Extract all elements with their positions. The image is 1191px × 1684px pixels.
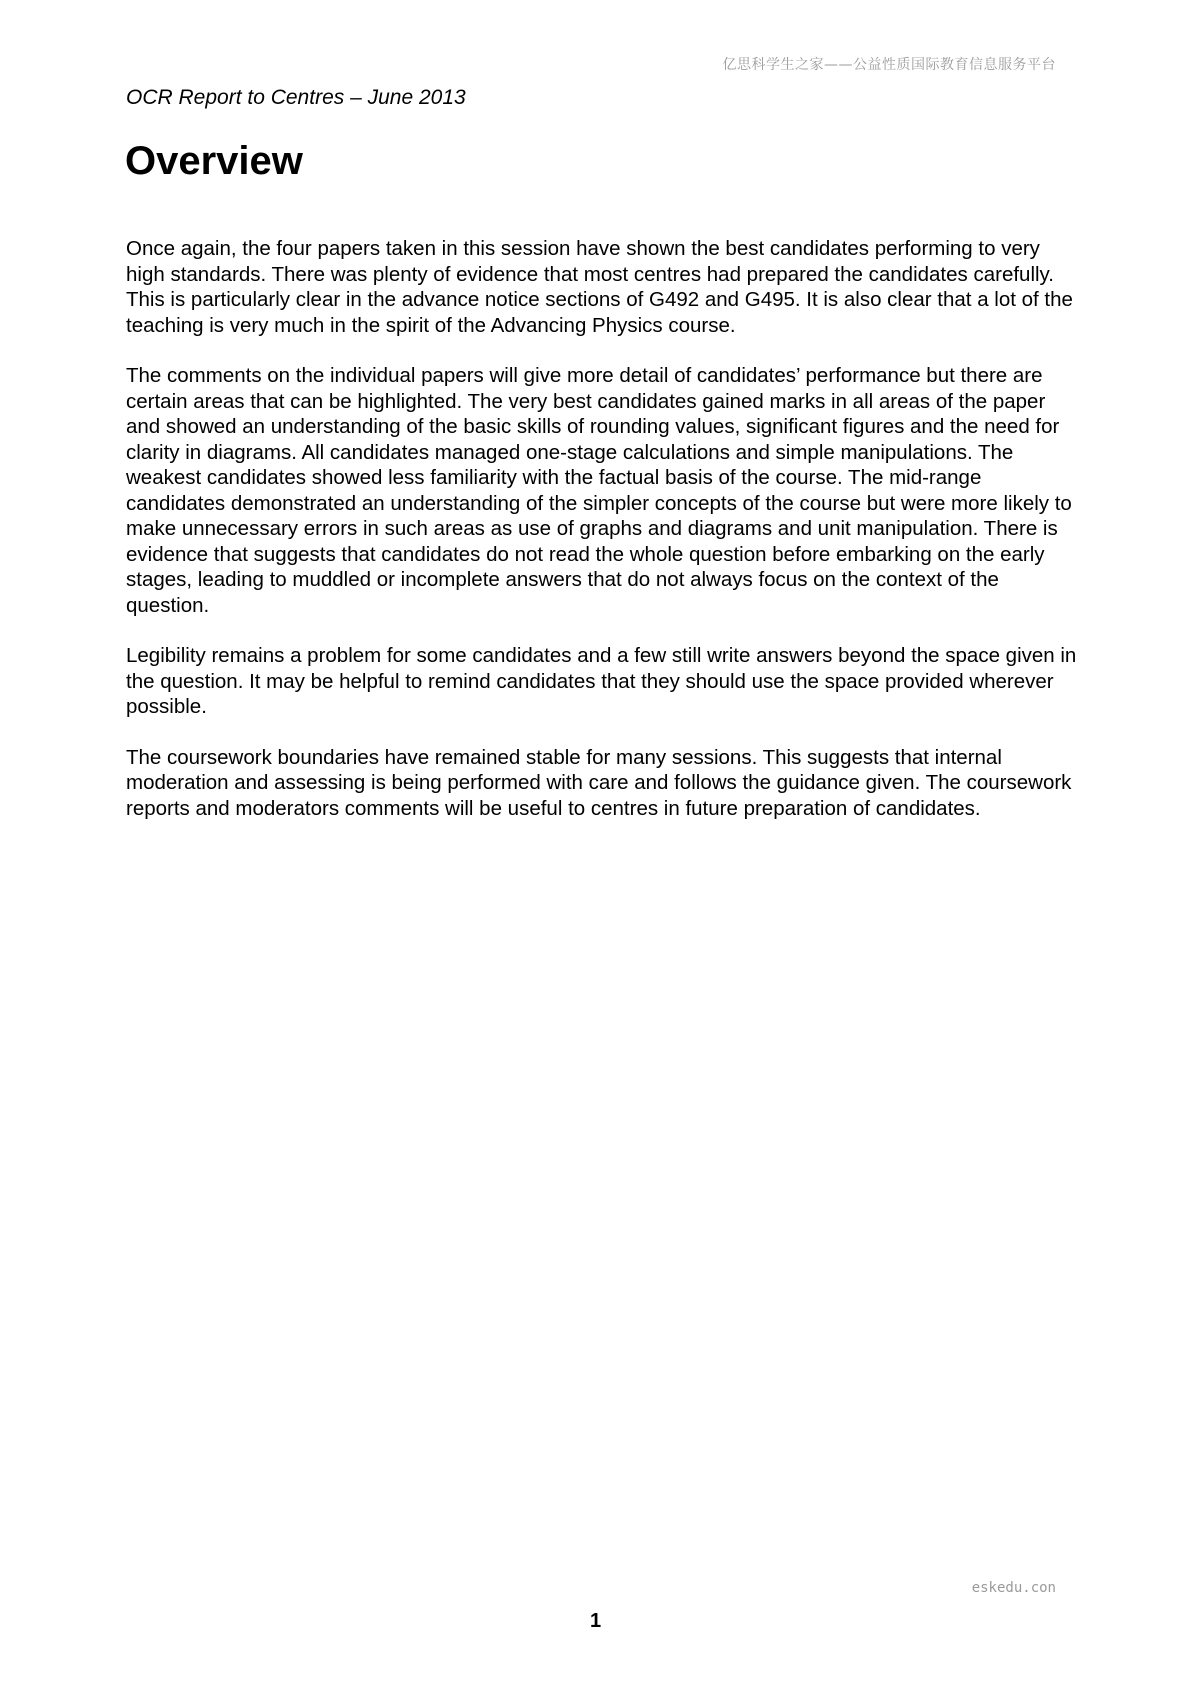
page-number: 1: [589, 1610, 602, 1632]
body-text: [126, 236, 1081, 846]
running-header: OCR Report to Centres – June 2013: [126, 86, 466, 109]
watermark-bottom: eskedu.con: [971, 1580, 1056, 1596]
paragraph: Once again, the four papers taken in this session have shown the best candidates performing to very high standards. There was plenty of evidence that most centres had prepared the candidates carefully. This is particularly clear in the advance notice sections of G492 and G495. It is also clear that a lot of the teaching is very much in the spirit of the Advancing Physics course.: [126, 237, 1073, 337]
paragraph: Legibility remains a problem for some candidates and a few still write answers beyond the space given in the question. It may be helpful to remind candidates that they should use the space provided wherever possible.: [126, 644, 1077, 718]
page-title: Overview: [125, 139, 303, 183]
paragraph: The coursework boundaries have remained stable for many sessions. This suggests that internal moderation and assessing is being performed with care and follows the guidance given. The coursework reports and moderators comments will be useful to centres in future preparation of candidates.: [126, 745, 1072, 820]
watermark-top: 亿思科学生之家——公益性质国际教育信息服务平台: [722, 57, 1056, 73]
paragraph: The comments on the individual papers will give more detail of candidates’ performance but there are certain areas that can be highlighted. The very best candidates gained marks in all areas of the paper and showed an understanding of the basic skills of rounding values, significant figures and the need for clarity in diagrams. All candidates managed one-stage calculations and simple manipulations. The weakest candidates showed less familiarity with the factual basis of the course. The mid-range candidates demonstrated an understanding of the simpler concepts of the course but were more likely to make unnecessary errors in such areas as use of graphs and diagrams and unit manipulation. There is evidence that suggests that candidates do not read the whole question before embarking on the early stages, leading to muddled or incomplete answers that do not always focus on the context of the question.: [126, 364, 1072, 617]
